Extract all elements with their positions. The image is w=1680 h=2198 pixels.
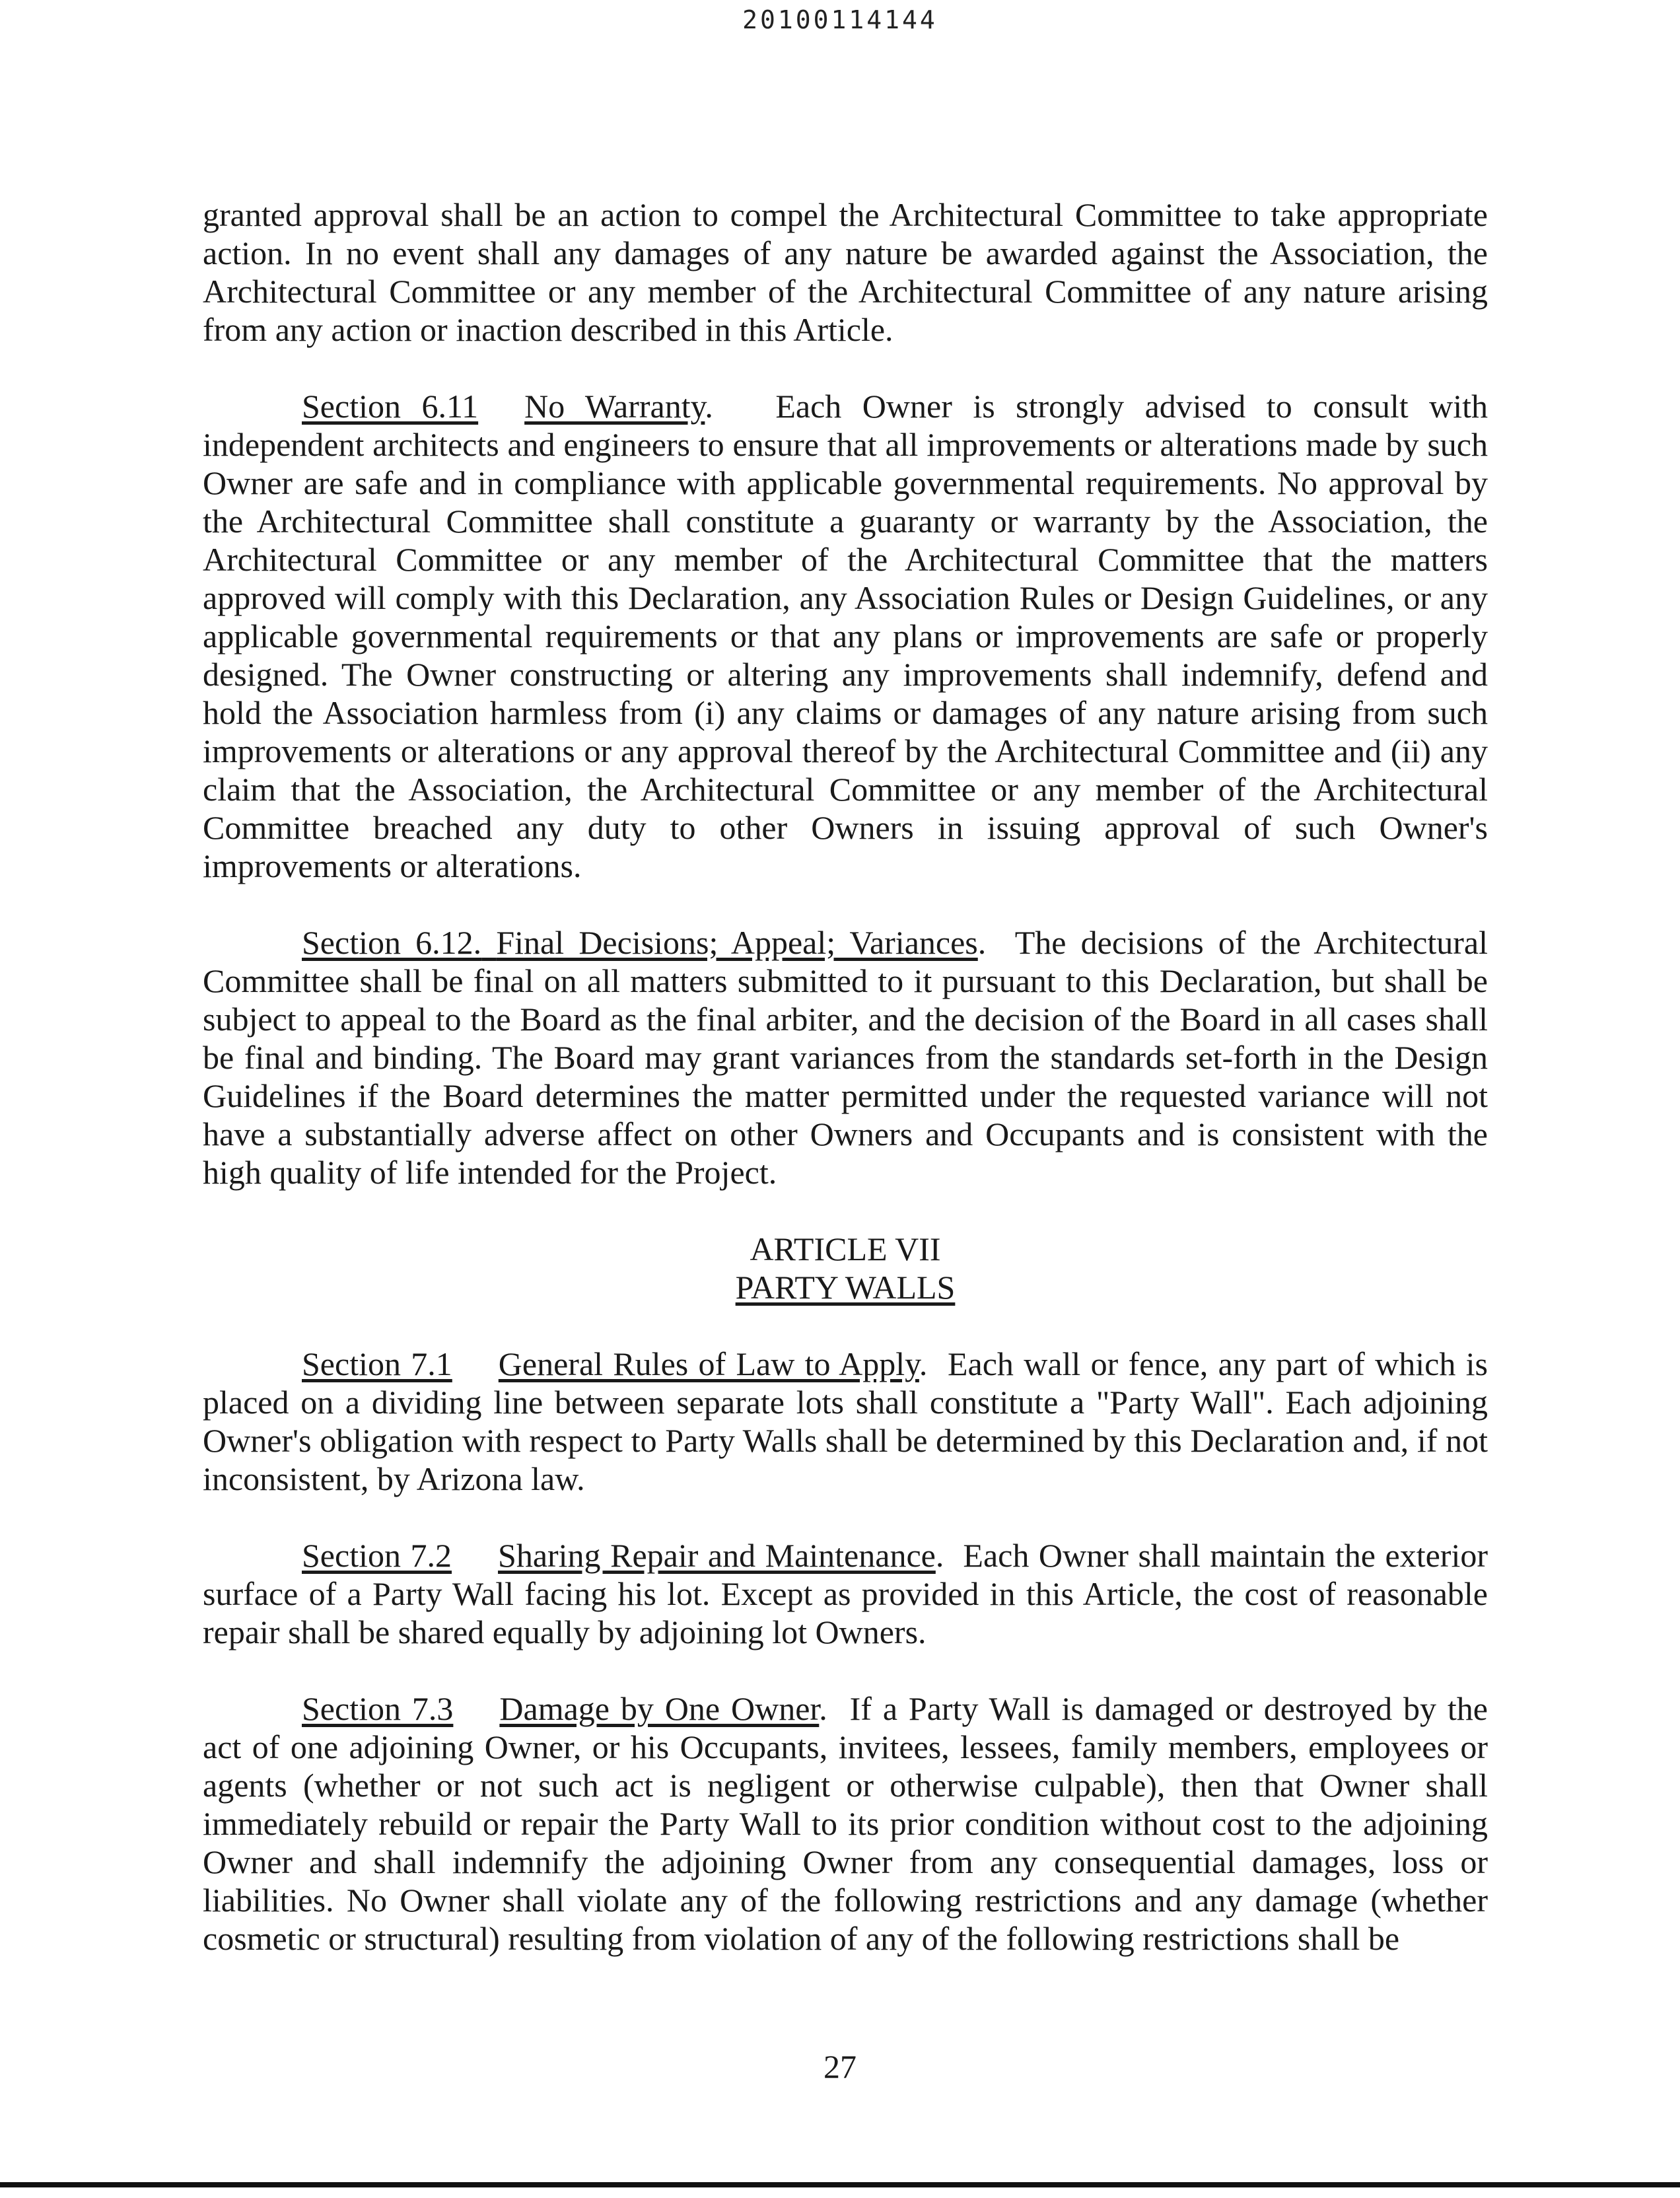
section-6-11: Section 6.11 No Warranty. Each Owner is strongly advised to consult with independent architects and engineers to ensure that all improvements or alterations made by such Owner are safe and in compliance with applicable governmental requirements. No approval by the Architectural Committee shall constitute a guaranty or warranty by the Association, the Architectural Committee or any member of the Architectural Committee that the matters approved will comply with this Declaration, any Association Rules or Design Guidelines, or any applicable governmental requirements or that any plans or improvements are safe or properly designed. The Owner constructing or altering any improvements shall indemnify, defend and hold the Association harmless from (i) any claims or damages of any nature arising from such improvements or alterations or any approval thereof by the Architectural Committee and (ii) any claim that the Association, the Architectural Committee or any member of the Architectural Committee breached any duty to other Owners in issuing approval of such Owner's improvements or alterations.: [203, 388, 1488, 884]
section-6-12-number: Section 6.12.: [302, 924, 482, 961]
section-7-1: Section 7.1 General Rules of Law to Apply. Each wall or fence, any part of which is placed on a dividing line between separate lots shall constitute a "Party Wall". Each adjoining Owner's obligation with respect to Party Walls shall be determined by this Declaration and, if not inconsistent, by Arizona law.: [203, 1345, 1488, 1497]
paragraph-continuation: granted approval shall be an action to compel the Architectural Committee to take appropriate action. In no event shall any damages of any nature be awarded against the Association, the Architectural Committee or any member of the Architectural Committee of any nature arising from any action or inaction described in this Article.: [203, 196, 1488, 348]
section-7-3-body: If a Party Wall is damaged or destroyed by the act of one adjoining Owner, or his Occupants, invitees, lessees, family members, employees or agents (whether or not such act is negligent or otherwise culpable), then that Owner shall immediately rebuild or repair the Party Wall to its prior condition without cost to the adjoining Owner and shall indemnify the adjoining Owner from any consequential damages, loss or liabilities. No Owner shall violate any of the following restrictions and any damage (whether cosmetic or structural) resulting from violation of any of the following restrictions shall be: [203, 1690, 1488, 1957]
section-7-2: Section 7.2 Sharing Repair and Maintenance. Each Owner shall maintain the exterior surface of a Party Wall facing his lot. Except as provided in this Article, the cost of reasonable repair shall be shared equally by adjoining lot Owners.: [203, 1537, 1488, 1650]
section-6-11-heading: [302, 388, 705, 425]
section-6-12-body: The decisions of the Architectural Committee shall be final on all matters submitted to it pursuant to this Declaration, but shall be subject to appeal to the Board as the final arbiter, and the decision of the Board in all cases shall be final and binding. The Board may grant variances from the standards set-forth in the Design Guidelines if the Board determines the matter permitted under the requested variance will not have a substantially adverse affect on other Owners and Occupants and is consistent with the high quality of life intended for the Project.: [203, 924, 1488, 1191]
section-7-1-title: General Rules of Law to Apply: [498, 1345, 919, 1382]
section-7-1-body: Each wall or fence, any part of which is placed on a dividing line between separate lots shall constitute a "Party Wall". Each adjoining Owner's obligation with respect to Party Walls shall be determined by this Declaration and, if not inconsistent, by Arizona law.: [203, 1345, 1488, 1497]
section-7-3-number: Section 7.3: [302, 1690, 454, 1727]
document-body: [203, 195, 1488, 1996]
page-number: 27: [823, 2048, 857, 2085]
section-7-2-body: Each Owner shall maintain the exterior surface of a Party Wall facing his lot. Except as provided in this Article, the cost of reasonable repair shall be shared equally by adjoining lot Owners.: [203, 1537, 1488, 1650]
section-7-1-heading: [302, 1345, 919, 1382]
section-7-2-number: Section 7.2: [302, 1537, 452, 1574]
section-7-3: Section 7.3 Damage by One Owner. If a Party Wall is damaged or destroyed by the act of one adjoining Owner, or his Occupants, invitees, lessees, family members, employees or agents (whether or not such act is negligent or otherwise culpable), then that Owner shall immediately rebuild or repair the Party Wall to its prior condition without cost to the adjoining Owner and shall indemnify the adjoining Owner from any consequential damages, loss or liabilities. No Owner shall violate any of the following restrictions and any damage (whether cosmetic or structural) resulting from violation of any of the following restrictions shall be: [203, 1690, 1488, 1957]
document-number: 20100114144: [742, 5, 938, 34]
article-title: PARTY WALLS: [735, 1269, 956, 1306]
section-6-11-number: Section 6.11: [302, 388, 479, 425]
section-6-11-body: Each Owner is strongly advised to consult with independent architects and engineers to ensure that all improvements or alterations made by such Owner are safe and in compliance with applicable governmental requirements. No approval by the Architectural Committee shall constitute a guaranty or warranty by the Association, the Architectural Committee or any member of the Architectural Committee that the matters approved will comply with this Declaration, any Association Rules or Design Guidelines, or any applicable governmental requirements or that any plans or improvements are safe or properly designed. The Owner constructing or altering any improvements shall indemnify, defend and hold the Association harmless from (i) any claims or damages of any nature arising from such improvements or alterations or any approval thereof by the Architectural Committee and (ii) any claim that the Association, the Architectural Committee or any member of the Architectural Committee breached any duty to other Owners in issuing approval of such Owner's improvements or alterations.: [203, 388, 1488, 884]
section-7-3-title: Damage by One Owner: [499, 1690, 820, 1727]
section-7-2-heading: [302, 1537, 936, 1574]
section-6-11-title: No Warranty: [524, 388, 705, 425]
section-6-12-heading: [302, 924, 978, 961]
page-bottom-rule: [0, 2182, 1680, 2187]
section-7-2-title: Sharing Repair and Maintenance: [498, 1537, 936, 1574]
article-heading: [203, 1230, 1488, 1306]
section-7-3-heading: [302, 1690, 819, 1727]
section-6-12-title: Final Decisions; Appeal; Variances: [496, 924, 978, 961]
article-number: ARTICLE VII: [750, 1230, 941, 1267]
section-6-12: Section 6.12. Final Decisions; Appeal; Variances. The decisions of the Architectural Committee shall be final on all matters submitted to it pursuant to this Declaration, but shall be subject to appeal to the Board as the final arbiter, and the decision of the Board in all cases shall be final and binding. The Board may grant variances from the standards set-forth in the Design Guidelines if the Board determines the matter permitted under the requested variance will not have a substantially adverse affect on other Owners and Occupants and is consistent with the high quality of life intended for the Project.: [203, 924, 1488, 1191]
section-7-1-number: Section 7.1: [302, 1345, 452, 1382]
